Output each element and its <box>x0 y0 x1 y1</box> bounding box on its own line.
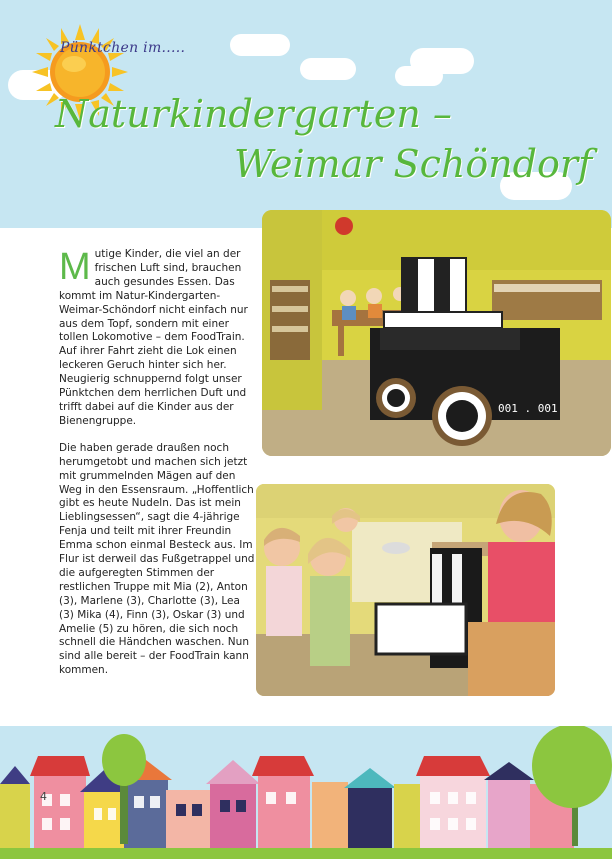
photo-children-serving <box>256 484 555 696</box>
paragraph-1-text: utige Kinder, die viel an der frischen Luft sind, brauchen auch gesundes Essen. Das kommt im Natur-Kindergarten-Weimar-Schöndorf nicht einfach nur aus dem Topf, sondern mit einer tollen Lokomotive – dem FoodTrain. Auf ihrer Fahrt zieht die Lok einen leckeren Geruch hinter sich her. Neugierig schnuppernd folgt unser Pünktchen dem herrlichen Duft und trifft dabei auf die Kinder aus der Bienengruppe. <box>59 248 248 427</box>
cloud <box>395 66 443 86</box>
article-body <box>59 248 255 691</box>
paragraph-1 <box>59 248 255 429</box>
page-title-line2: Weimar Schöndorf <box>234 142 593 186</box>
photo-foodtrain-classroom <box>262 210 611 456</box>
cloud <box>300 58 356 80</box>
paragraph-2: Die haben gerade draußen noch herumgetobt und machen sich jetzt mit grummelnden Mägen auf den Weg in den Essensraum. „Hoffentlich gibt es heute Nudeln. Das ist mein Lieblingsessen“, sagt die 4-jährige Fenja und teilt mit ihrer Freundin Emma schon einmal Besteck aus. Im Flur ist derweil das Fußgetrappel und die aufgeregten Stimmen der restlichen Truppe mit Mia (2), Anton (3), Marlene (3), Charlotte (3), Lea (3) Mika (4), Finn (3), Oskar (3) und Amelie (5) zu hören, die sich noch schnell die Händchen waschen. Nun sind alle bereit – der FoodTrain kann kommen. <box>59 441 255 677</box>
cloud <box>230 34 290 56</box>
page-number: 4 <box>40 790 47 803</box>
header-kicker: Pünktchen im..... <box>60 40 186 56</box>
footer-houses-band <box>0 726 612 859</box>
drop-cap: M <box>59 246 91 288</box>
page-title-line1: Naturkindergarten – <box>55 92 452 136</box>
train-number-label: 001 . 001 <box>498 402 558 415</box>
